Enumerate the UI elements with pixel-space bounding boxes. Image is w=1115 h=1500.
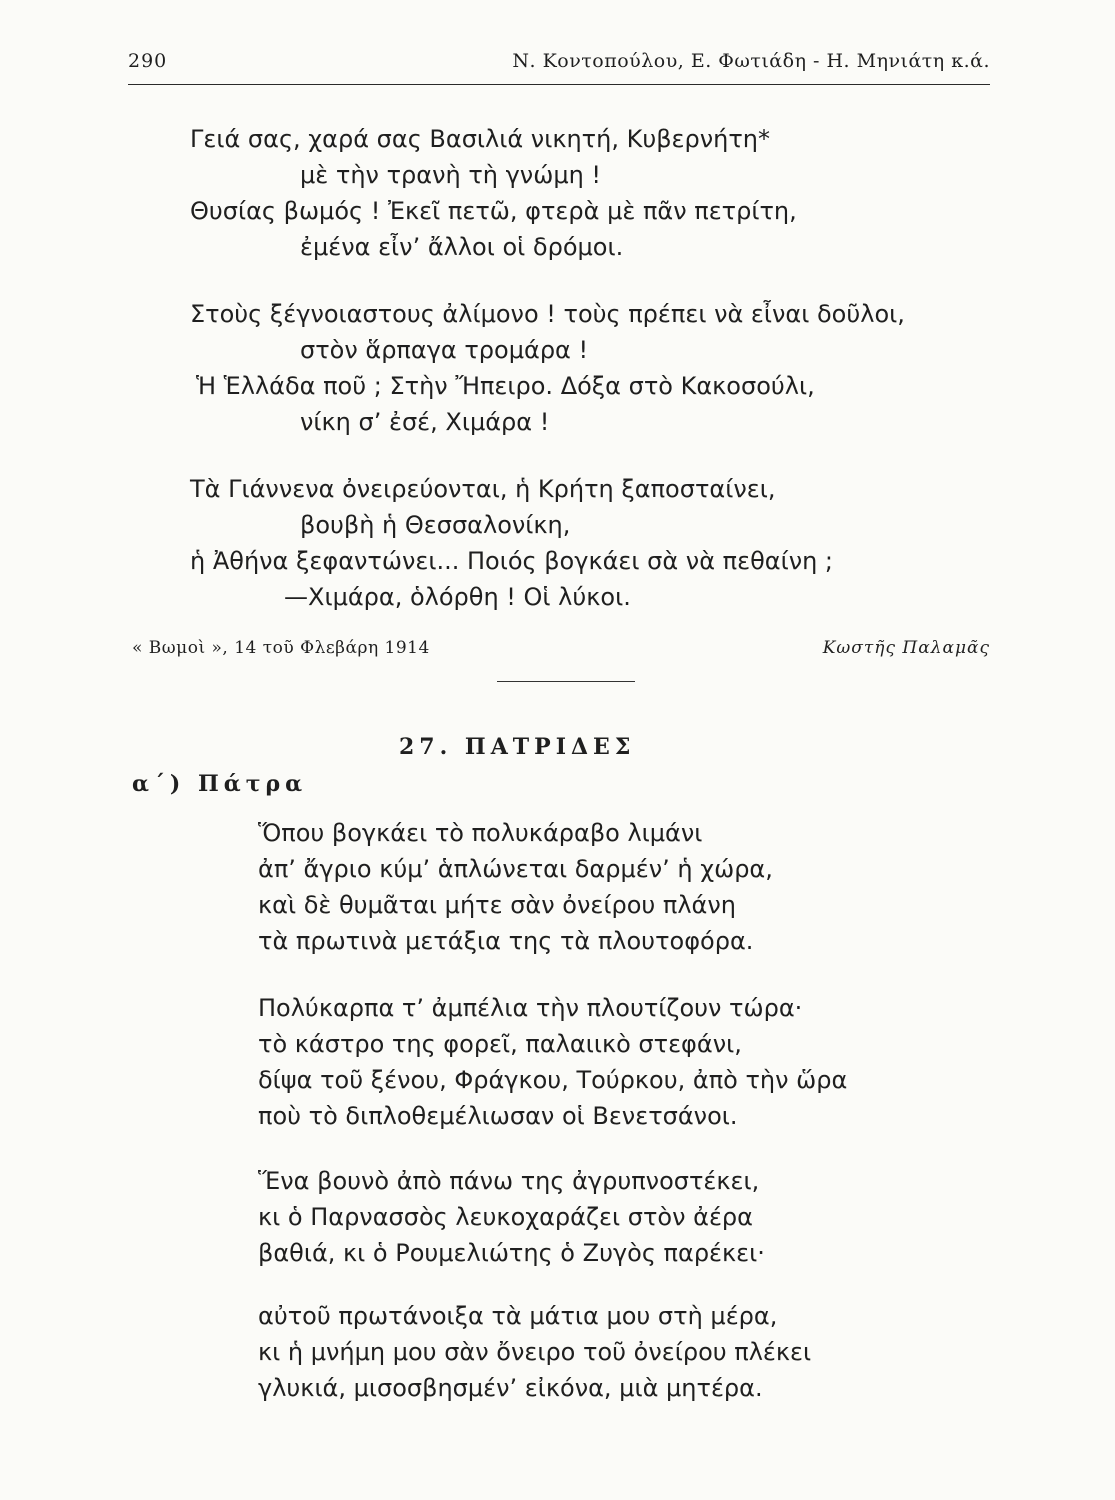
verse-line: Τὰ Γιάννενα ὀνειρεύονται, ἡ Κρήτη ξαποσταίνει, — [190, 475, 776, 503]
verse-line: αὐτοῦ πρωτάνοιξα τὰ μάτια μου στὴ μέρα, — [258, 1302, 778, 1330]
poem1-stanza-2 — [190, 296, 905, 440]
poem-attribution — [132, 638, 990, 668]
subsection-title: α΄) Πάτρα — [132, 771, 308, 797]
verse-line: κι ὁ Παρνασσὸς λευκοχαράζει στὸν ἀέρα — [258, 1203, 753, 1231]
verse-line: ἐμένα εἶν’ ἄλλοι οἱ δρόμοι. — [300, 233, 624, 261]
poem1-stanza-1 — [190, 121, 797, 265]
verse-line: Στοὺς ξέγνοιαστους ἀλίμονο ! τοὺς πρέπει νὰ εἶναι δοῦλοι, — [190, 300, 905, 328]
page-header — [128, 44, 990, 85]
verse-line: τὸ κάστρο της φορεῖ, παλαιικὸ στεφάνι, — [258, 1030, 742, 1058]
poem2-stanza-3 — [258, 1163, 765, 1271]
poem-author: Κωστῆς Παλαμᾶς — [822, 638, 990, 658]
verse-line: Ὅπου βογκάει τὸ πολυκάραβο λιμάνι — [258, 819, 703, 847]
verse-line: στὸν ἅρπαγα τρομάρα ! — [300, 336, 589, 364]
verse-line: κι ἡ μνήμη μου σὰν ὄνειρο τοῦ ὀνείρου πλέκει — [258, 1338, 812, 1366]
verse-line: βουβὴ ἡ Θεσσαλονίκη, — [300, 511, 571, 539]
verse-line: καὶ δὲ θυμᾶται μήτε σὰν ὀνείρου πλάνη — [258, 891, 736, 919]
poem-source: « Βωμοὶ », 14 τοῦ Φλεβάρη 1914 — [132, 638, 430, 658]
verse-line: βαθιά, κι ὁ Ρουμελιώτης ὁ Ζυγὸς παρέκει· — [258, 1239, 765, 1267]
verse-line: ποὺ τὸ διπλοθεμέλιωσαν οἱ Βενετσάνοι. — [258, 1102, 738, 1130]
verse-line: Ἡ Ἑλλάδα ποῦ ; Στὴν Ἤπειρο. Δόξα στὸ Κακοσούλι, — [196, 372, 815, 400]
section-title: 27. ΠΑΤΡΙΔΕΣ — [399, 734, 636, 760]
verse-line: μὲ τὴν τρανὴ τὴ γνώμη ! — [300, 161, 602, 189]
verse-line: γλυκιά, μισοσβησμέν’ εἰκόνα, μιὰ μητέρα. — [258, 1374, 763, 1402]
verse-line: τὰ πρωτινὰ μετάξια της τὰ πλουτοφόρα. — [258, 927, 754, 955]
running-head: Ν. Κοντοπούλου, Ε. Φωτιάδη - Η. Μηνιάτη κ.ά. — [512, 50, 990, 72]
poem2-stanza-1 — [258, 815, 773, 959]
verse-line: ἀπ’ ἄγριο κύμ’ ἁπλώνεται δαρμέν’ ἡ χώρα, — [258, 855, 773, 883]
verse-line: —Χιμάρα, ὁλόρθη ! Οἱ λύκοι. — [284, 583, 631, 611]
poem2-stanza-2 — [258, 990, 847, 1134]
section-divider — [497, 681, 635, 682]
verse-line: Ἕνα βουνὸ ἀπὸ πάνω της ἀγρυπνοστέκει, — [258, 1167, 760, 1195]
verse-line: ἡ Ἀθήνα ξεφαντώνει... Ποιός βογκάει σὰ νὰ πεθαίνη ; — [190, 547, 834, 575]
poem1-stanza-3 — [190, 471, 833, 615]
page-number: 290 — [128, 50, 168, 72]
verse-line: Πολύκαρπα τ’ ἀμπέλια τὴν πλουτίζουν τώρα· — [258, 994, 803, 1022]
poem2-stanza-4 — [258, 1298, 811, 1406]
verse-line: νίκη σ’ ἐσέ, Χιμάρα ! — [300, 408, 550, 436]
verse-line: Γειά σας, χαρά σας Βασιλιά νικητή, Κυβερνήτη* — [190, 125, 771, 153]
verse-line: Θυσίας βωμός ! Ἐκεῖ πετῶ, φτερὰ μὲ πᾶν πετρίτη, — [190, 197, 797, 225]
verse-line: δίψα τοῦ ξένου, Φράγκου, Τούρκου, ἀπὸ τὴν ὥρα — [258, 1066, 848, 1094]
